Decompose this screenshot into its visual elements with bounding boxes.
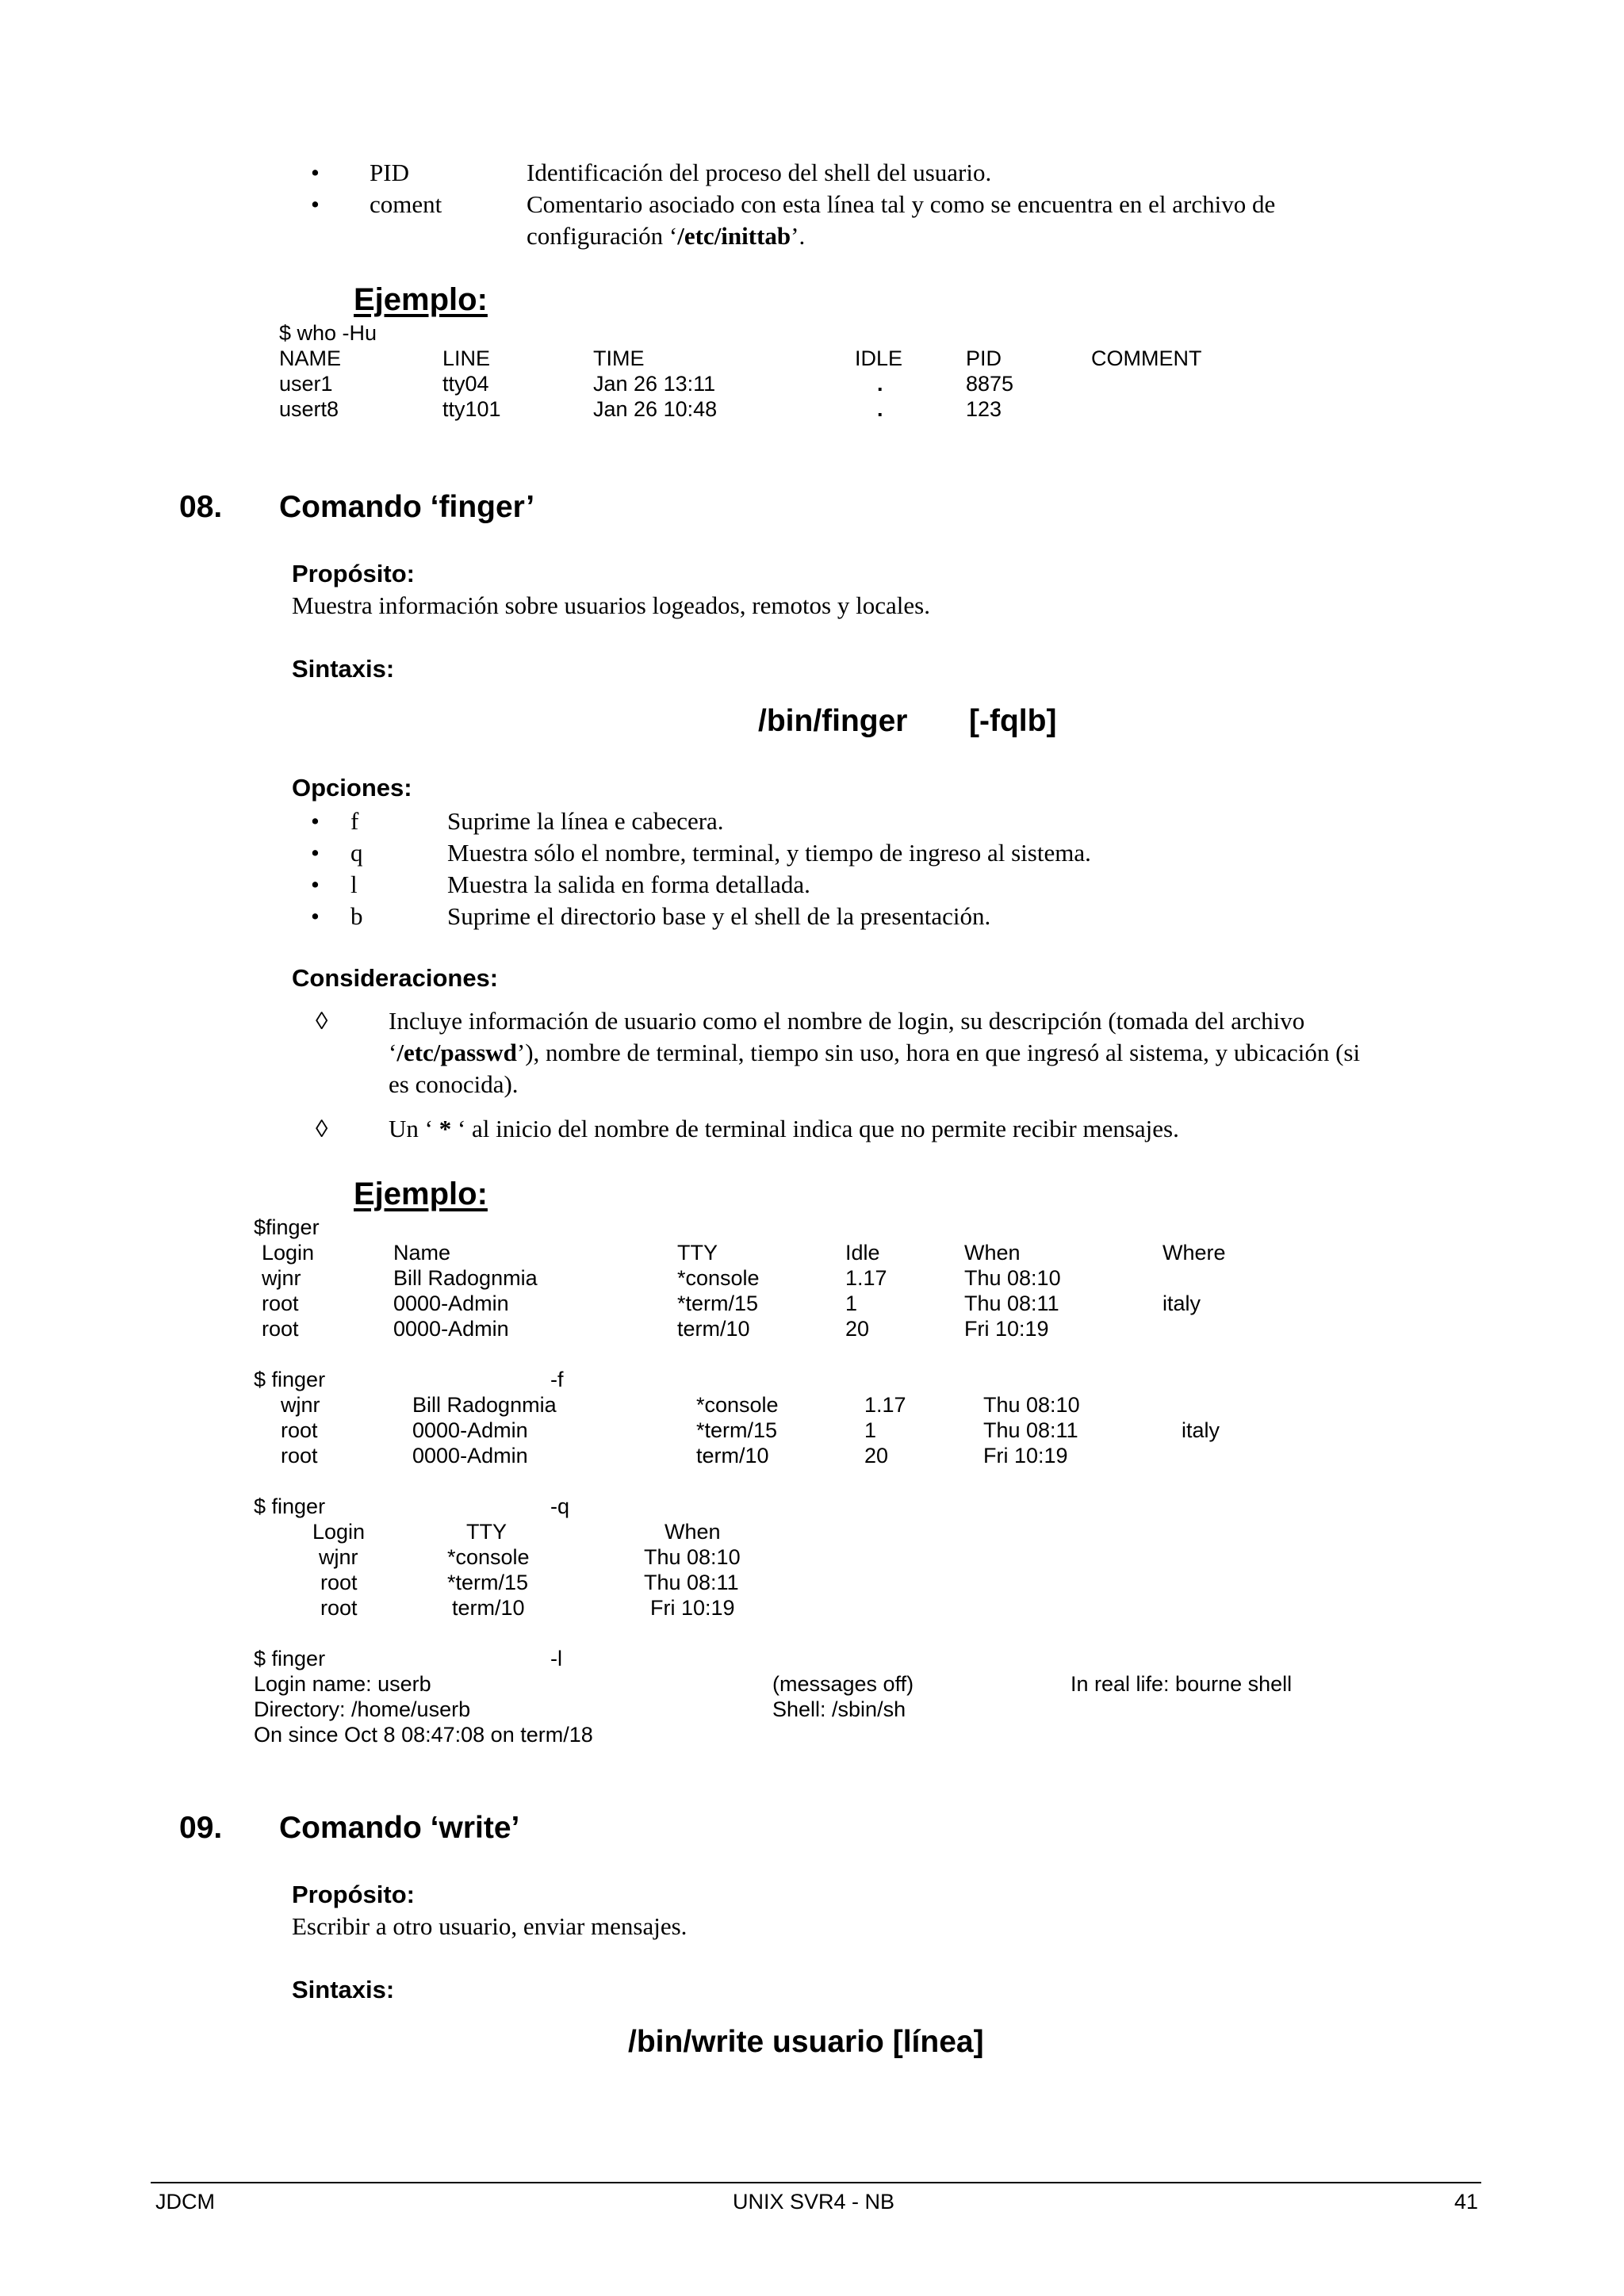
bullet: • <box>311 159 320 186</box>
table-header: PID <box>966 346 1002 370</box>
table-cell: 8875 <box>966 372 1014 396</box>
output-line: In real life: bourne shell <box>1071 1672 1293 1696</box>
option-desc: Muestra sólo el nombre, terminal, y tiempo de ingreso al sistema. <box>447 839 1091 867</box>
table-header: TTY <box>466 1520 507 1544</box>
table-cell: *console <box>447 1545 530 1569</box>
table-cell: term/10 <box>452 1596 525 1620</box>
table-cell: Fri 10:19 <box>964 1317 1049 1341</box>
table-cell: root <box>320 1571 358 1594</box>
table-cell: user1 <box>279 372 333 396</box>
table-cell: root <box>281 1418 318 1442</box>
table-cell: wjnr <box>319 1545 358 1569</box>
table-cell: Fri 10:19 <box>983 1444 1068 1468</box>
table-header: Login <box>262 1241 315 1265</box>
table-cell: tty101 <box>442 397 501 421</box>
table-cell: 20 <box>864 1444 889 1468</box>
proposito-text: Muestra información sobre usuarios logeados, remotos y locales. <box>292 591 930 619</box>
section-number: 09. <box>179 1811 223 1845</box>
option-key: q <box>350 839 363 867</box>
table-header: Name <box>393 1241 451 1265</box>
table-header: TTY <box>677 1241 718 1265</box>
command-line: $ finger <box>254 1368 326 1391</box>
consideraciones-label: Consideraciones: <box>292 964 499 992</box>
table-cell: root <box>262 1292 299 1315</box>
table-header: Where <box>1162 1241 1226 1265</box>
table-cell: Thu 08:11 <box>644 1571 739 1594</box>
table-cell: *console <box>696 1393 779 1417</box>
option-desc: Suprime el directorio base y el shell de la presentación. <box>447 902 991 930</box>
table-cell: . <box>877 372 883 396</box>
consideracion-line <box>389 1113 1179 1145</box>
syntax-options: [-fqlb] <box>969 704 1057 738</box>
command-line: $ finger <box>254 1647 326 1670</box>
syntax-command: /bin/finger <box>758 704 908 738</box>
table-header: When <box>665 1520 721 1544</box>
table-cell: 0000-Admin <box>412 1444 528 1468</box>
bold-asterisk: * <box>439 1115 452 1142</box>
table-cell: *term/15 <box>447 1571 529 1594</box>
table-cell: italy <box>1162 1292 1201 1315</box>
command-flag: -f <box>550 1368 564 1391</box>
text-span: configuración ‘ <box>527 222 678 250</box>
proposito-label: Propósito: <box>292 1881 415 1908</box>
table-header: Idle <box>845 1241 880 1265</box>
section-title: Comando ‘write’ <box>279 1811 520 1845</box>
output-line: (messages off) <box>772 1672 914 1696</box>
table-cell: 20 <box>845 1317 870 1341</box>
diamond-bullet: ◊ <box>316 1115 328 1142</box>
table-cell: Thu 08:11 <box>983 1418 1078 1442</box>
table-cell: 0000-Admin <box>393 1292 509 1315</box>
table-cell: 1 <box>864 1418 877 1442</box>
table-cell: Jan 26 10:48 <box>593 397 718 421</box>
output-line: Directory: /home/userb <box>254 1697 471 1721</box>
option-key: f <box>350 807 359 835</box>
table-cell: tty04 <box>442 372 489 396</box>
table-cell: 1.17 <box>845 1266 887 1290</box>
bullet: • <box>311 902 320 930</box>
option-desc: Muestra la salida en forma detallada. <box>447 871 810 898</box>
list-desc <box>527 189 1481 220</box>
table-cell: Fri 10:19 <box>650 1596 735 1620</box>
option-key: l <box>350 871 358 898</box>
output-line: On since Oct 8 08:47:08 on term/18 <box>254 1723 593 1747</box>
output-line: Login name: userb <box>254 1672 431 1696</box>
table-header: NAME <box>279 346 342 370</box>
text-span: ‘ <box>389 1039 397 1066</box>
list-term: PID <box>370 159 409 186</box>
option-desc: Suprime la línea e cabecera. <box>447 807 724 835</box>
example-heading: Ejemplo: <box>354 1177 488 1211</box>
bold-path: /etc/inittab <box>677 222 791 250</box>
output-line: Shell: /sbin/sh <box>772 1697 906 1721</box>
text-span: ‘ al inicio del nombre de terminal indica que no permite recibir mensajes. <box>451 1115 1179 1142</box>
list-desc-line1: Comentario asociado con esta línea tal y como se encuentra en el archivo de <box>527 190 1276 218</box>
diamond-bullet: ◊ <box>316 1007 328 1035</box>
bullet: • <box>311 807 320 835</box>
bold-path: /etc/passwd <box>396 1039 517 1066</box>
page-number: 41 <box>1454 2190 1479 2214</box>
table-header: TIME <box>593 346 645 370</box>
consideracion-line <box>389 1037 1360 1069</box>
table-cell: term/10 <box>677 1317 750 1341</box>
table-cell: wjnr <box>281 1393 320 1417</box>
list-desc: Identificación del proceso del shell del usuario. <box>527 159 992 186</box>
table-cell: 0000-Admin <box>412 1418 528 1442</box>
table-cell: . <box>877 397 883 421</box>
text-span: ’), nombre de terminal, tiempo sin uso, hora en que ingresó al sistema, y ubicación (si <box>516 1039 1361 1066</box>
table-cell: 1 <box>845 1292 858 1315</box>
table-cell: *term/15 <box>677 1292 759 1315</box>
table-cell: root <box>262 1317 299 1341</box>
table-cell: root <box>320 1596 358 1620</box>
sintaxis-label: Sintaxis: <box>292 1976 395 2003</box>
command-flag: -l <box>550 1647 562 1670</box>
command-line: $ who -Hu <box>279 321 377 345</box>
table-cell: Bill Radognmia <box>393 1266 538 1290</box>
list-term: coment <box>370 190 442 218</box>
table-cell: Thu 08:10 <box>964 1266 1061 1290</box>
text-span: ’. <box>791 222 806 250</box>
table-cell: root <box>281 1444 318 1468</box>
option-key: b <box>350 902 363 930</box>
sintaxis-label: Sintaxis: <box>292 655 395 683</box>
bullet: • <box>311 190 320 218</box>
table-cell: usert8 <box>279 397 339 421</box>
table-cell: 0000-Admin <box>393 1317 509 1341</box>
table-header: COMMENT <box>1091 346 1202 370</box>
table-cell: 1.17 <box>864 1393 906 1417</box>
bullet: • <box>311 839 320 867</box>
command-flag: -q <box>550 1494 570 1518</box>
table-cell: term/10 <box>696 1444 769 1468</box>
consideracion-line: es conocida). <box>389 1070 519 1098</box>
table-cell: *console <box>677 1266 760 1290</box>
section-title: Comando ‘finger’ <box>279 490 535 524</box>
command-line: $finger <box>254 1215 320 1239</box>
proposito-text: Escribir a otro usuario, enviar mensajes. <box>292 1912 688 1940</box>
table-cell: 123 <box>966 397 1002 421</box>
table-cell: Bill Radognmia <box>412 1393 557 1417</box>
table-cell: wjnr <box>262 1266 301 1290</box>
table-cell: italy <box>1182 1418 1220 1442</box>
table-cell: *term/15 <box>696 1418 778 1442</box>
table-cell: Thu 08:11 <box>964 1292 1059 1315</box>
text-span: Un ‘ <box>389 1115 439 1142</box>
table-header: IDLE <box>855 346 903 370</box>
table-cell: Jan 26 13:11 <box>593 372 716 396</box>
footer-author: JDCM <box>155 2190 215 2214</box>
table-cell: Thu 08:10 <box>644 1545 741 1569</box>
table-header: When <box>964 1241 1021 1265</box>
syntax-command: /bin/write usuario [línea] <box>628 2025 984 2059</box>
bullet: • <box>311 871 320 898</box>
table-cell: Thu 08:10 <box>983 1393 1080 1417</box>
footer-rule <box>151 2182 1481 2183</box>
footer-title: UNIX SVR4 - NB <box>733 2190 895 2214</box>
opciones-label: Opciones: <box>292 774 412 802</box>
list-desc-line2 <box>527 220 805 252</box>
table-header: LINE <box>442 346 491 370</box>
section-number: 08. <box>179 490 223 524</box>
table-header: Login <box>312 1520 366 1544</box>
command-line: $ finger <box>254 1494 326 1518</box>
example-heading: Ejemplo: <box>354 282 488 317</box>
proposito-label: Propósito: <box>292 560 415 587</box>
consideracion-line: Incluye información de usuario como el nombre de login, su descripción (tomada del archivo <box>389 1007 1305 1035</box>
